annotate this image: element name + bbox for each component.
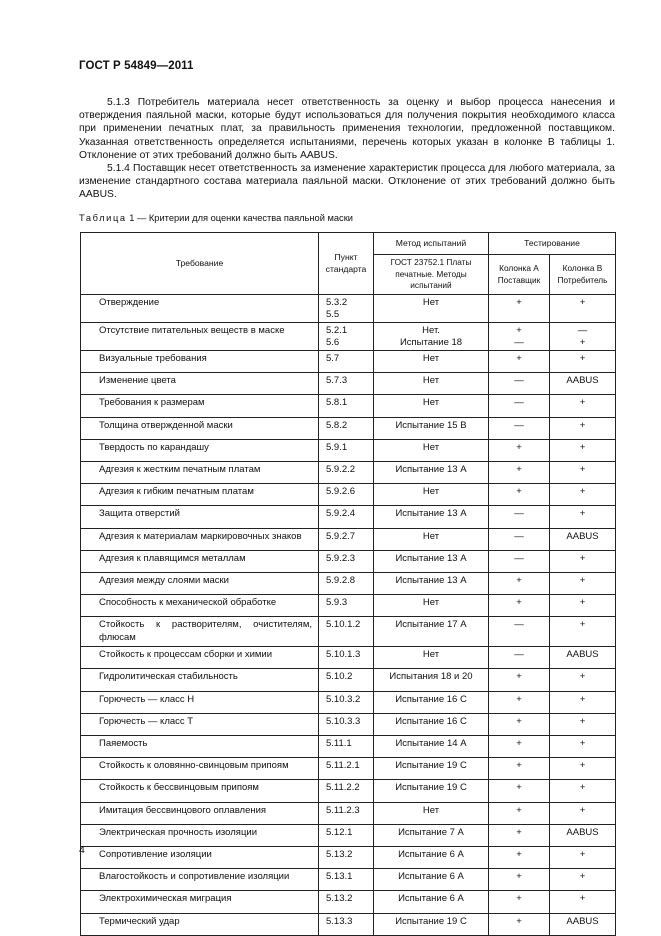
requirement-cell: Электрическая прочность изоляции xyxy=(81,824,319,846)
header-method-sub: ГОСТ 23752.1 Платы печатные. Методы испытаний xyxy=(374,255,489,295)
consumer-cell: — + xyxy=(550,323,616,351)
table-row xyxy=(81,439,616,461)
supplier-cell: + xyxy=(489,572,550,594)
clause-cell: 5.13.2 xyxy=(319,846,374,868)
clause-cell: 5.10.2 xyxy=(319,669,374,691)
supplier-cell: — xyxy=(489,617,550,647)
consumer-cell: + xyxy=(550,351,616,373)
clause-cell: 5.9.1 xyxy=(319,439,374,461)
consumer-cell: + xyxy=(550,669,616,691)
consumer-cell: + xyxy=(550,869,616,891)
supplier-cell: + xyxy=(489,439,550,461)
clause-cell: 5.13.2 xyxy=(319,891,374,913)
requirement-cell: Горючесть — класс Т xyxy=(81,713,319,735)
supplier-cell: + xyxy=(489,595,550,617)
consumer-cell: + xyxy=(550,572,616,594)
clause-cell: 5.10.3.2 xyxy=(319,691,374,713)
table-row xyxy=(81,484,616,506)
table-row xyxy=(81,758,616,780)
clause-cell: 5.8.2 xyxy=(319,417,374,439)
requirement-cell: Требования к размерам xyxy=(81,395,319,417)
consumer-cell: + xyxy=(550,461,616,483)
requirement-cell: Электрохимическая миграция xyxy=(81,891,319,913)
supplier-cell: + xyxy=(489,351,550,373)
consumer-cell: AABUS xyxy=(550,824,616,846)
method-cell: Нет. Испытание 18 xyxy=(374,323,489,351)
supplier-cell: + xyxy=(489,484,550,506)
consumer-cell: + xyxy=(550,295,616,323)
supplier-cell: — xyxy=(489,528,550,550)
method-cell: Испытание 6 А xyxy=(374,891,489,913)
consumer-cell: + xyxy=(550,617,616,647)
table-row xyxy=(81,323,616,351)
requirement-cell: Горючесть — класс Н xyxy=(81,691,319,713)
table-row xyxy=(81,417,616,439)
requirement-cell: Термический удар xyxy=(81,913,319,935)
header-requirement: Требование xyxy=(81,233,319,295)
consumer-cell: + xyxy=(550,550,616,572)
requirement-cell: Стойкость к бессвинцовым припоям xyxy=(81,780,319,802)
supplier-cell: — xyxy=(489,647,550,669)
clause-cell: 5.10.3.3 xyxy=(319,713,374,735)
page-number: 4 xyxy=(79,844,85,856)
table-row xyxy=(81,351,616,373)
table-row xyxy=(81,780,616,802)
supplier-cell: + xyxy=(489,891,550,913)
consumer-cell: + xyxy=(550,395,616,417)
table-row xyxy=(81,669,616,691)
table-row xyxy=(81,617,616,647)
supplier-cell: + xyxy=(489,758,550,780)
table-row xyxy=(81,736,616,758)
table-caption xyxy=(79,213,353,223)
clause-cell: 5.11.2.1 xyxy=(319,758,374,780)
supplier-cell: + xyxy=(489,669,550,691)
method-cell: Испытание 13 А xyxy=(374,506,489,528)
table-row xyxy=(81,572,616,594)
method-cell: Нет xyxy=(374,295,489,323)
clause-cell: 5.13.3 xyxy=(319,913,374,935)
method-cell: Испытание 17 А xyxy=(374,617,489,647)
clause-cell: 5.8.1 xyxy=(319,395,374,417)
paragraph-5-1-4: 5.1.4 Поставщик несет ответственность за изменение характеристик процесса для любого материала, за изменение стандартного состава материала паяльной маски. Отклонение от этих требований должно быть AABUS. xyxy=(79,163,615,201)
consumer-cell: + xyxy=(550,484,616,506)
table-row xyxy=(81,373,616,395)
supplier-cell: — xyxy=(489,506,550,528)
table-row xyxy=(81,691,616,713)
requirement-cell: Отсутствие питательных веществ в маске xyxy=(81,323,319,351)
supplier-cell: + xyxy=(489,713,550,735)
method-cell: Испытание 6 А xyxy=(374,846,489,868)
table-row xyxy=(81,595,616,617)
consumer-cell: + xyxy=(550,780,616,802)
table-row xyxy=(81,395,616,417)
supplier-cell: + xyxy=(489,691,550,713)
clause-cell: 5.9.2.8 xyxy=(319,572,374,594)
consumer-cell: AABUS xyxy=(550,647,616,669)
supplier-cell: — xyxy=(489,550,550,572)
consumer-cell: + xyxy=(550,595,616,617)
supplier-cell: + xyxy=(489,295,550,323)
method-cell: Испытание 15 В xyxy=(374,417,489,439)
header-testing-group: Тестирование xyxy=(489,233,616,255)
consumer-cell: + xyxy=(550,846,616,868)
clause-cell: 5.7 xyxy=(319,351,374,373)
consumer-cell: + xyxy=(550,506,616,528)
clause-cell: 5.13.1 xyxy=(319,869,374,891)
table-row xyxy=(81,824,616,846)
criteria-table xyxy=(80,232,616,936)
requirement-cell: Сопротивление изоляции xyxy=(81,846,319,868)
clause-cell: 5.3.2 5.5 xyxy=(319,295,374,323)
method-cell: Нет xyxy=(374,647,489,669)
clause-cell: 5.2.1 5.6 xyxy=(319,323,374,351)
clause-cell: 5.9.2.2 xyxy=(319,461,374,483)
clause-cell: 5.11.2.3 xyxy=(319,802,374,824)
method-cell: Нет xyxy=(374,484,489,506)
requirement-cell: Стойкость к оловянно-свинцовым припоям xyxy=(81,758,319,780)
supplier-cell: — xyxy=(489,417,550,439)
supplier-cell: + xyxy=(489,824,550,846)
clause-cell: 5.9.2.3 xyxy=(319,550,374,572)
requirement-cell: Имитация бессвинцового оплавления xyxy=(81,802,319,824)
clause-cell: 5.9.3 xyxy=(319,595,374,617)
table-row xyxy=(81,461,616,483)
requirement-cell: Адгезия к гибким печатным платам xyxy=(81,484,319,506)
table-row xyxy=(81,647,616,669)
method-cell: Испытание 16 С xyxy=(374,713,489,735)
table-row xyxy=(81,869,616,891)
method-cell: Испытания 18 и 20 xyxy=(374,669,489,691)
method-cell: Нет xyxy=(374,528,489,550)
table-row xyxy=(81,506,616,528)
method-cell: Нет xyxy=(374,595,489,617)
requirement-cell: Стойкость к процессам сборки и химии xyxy=(81,647,319,669)
table-caption-label: Таблица xyxy=(79,213,127,223)
table-caption-number: 1 xyxy=(129,213,135,223)
requirement-cell: Адгезия к материалам маркировочных знаков xyxy=(81,528,319,550)
header-col-b: Колонка В Потребитель xyxy=(550,255,616,295)
requirement-cell: Влагостойкость и сопротивление изоляции xyxy=(81,869,319,891)
table-row xyxy=(81,528,616,550)
method-cell: Испытание 7 А xyxy=(374,824,489,846)
paragraph-5-1-3: 5.1.3 Потребитель материала несет ответственность за оценку и выбор процесса нанесения и отверждения паяльной маски, которые будут использоваться для получения покрытия необходимого класса при применении печатных плат, за правильность применения технологии, предложенной поставщиком. Указанная ответственность определяется испытаниями, перечень которых указан в колонке В таблицы 1. Отклонение от этих требований должно быть AABUS. xyxy=(79,97,615,161)
table-row xyxy=(81,295,616,323)
requirement-cell: Способность к механической обработке xyxy=(81,595,319,617)
requirement-cell: Твердость по карандашу xyxy=(81,439,319,461)
method-cell: Испытание 13 А xyxy=(374,550,489,572)
header-method-group: Метод испытаний xyxy=(374,233,489,255)
method-cell: Испытание 13 А xyxy=(374,461,489,483)
method-cell: Испытание 16 С xyxy=(374,691,489,713)
consumer-cell: + xyxy=(550,758,616,780)
clause-cell: 5.11.2.2 xyxy=(319,780,374,802)
table-row xyxy=(81,913,616,935)
table-row xyxy=(81,891,616,913)
document-header: ГОСТ Р 54849—2011 xyxy=(79,60,194,72)
method-cell: Нет xyxy=(374,351,489,373)
supplier-cell: + xyxy=(489,802,550,824)
supplier-cell: + — xyxy=(489,323,550,351)
consumer-cell: + xyxy=(550,417,616,439)
table-caption-text: — Критерии для оценки качества паяльной маски xyxy=(137,213,353,223)
clause-cell: 5.10.1.2 xyxy=(319,617,374,647)
requirement-cell: Визуальные требования xyxy=(81,351,319,373)
supplier-cell: + xyxy=(489,461,550,483)
consumer-cell: AABUS xyxy=(550,373,616,395)
method-cell: Нет xyxy=(374,802,489,824)
method-cell: Нет xyxy=(374,373,489,395)
table-row xyxy=(81,846,616,868)
method-cell: Испытание 19 С xyxy=(374,758,489,780)
method-cell: Нет xyxy=(374,439,489,461)
requirement-cell: Адгезия к плавящимся металлам xyxy=(81,550,319,572)
method-cell: Испытание 13 А xyxy=(374,572,489,594)
supplier-cell: — xyxy=(489,395,550,417)
supplier-cell: + xyxy=(489,780,550,802)
clause-cell: 5.9.2.4 xyxy=(319,506,374,528)
table-row xyxy=(81,550,616,572)
method-cell: Нет xyxy=(374,395,489,417)
requirement-cell: Изменение цвета xyxy=(81,373,319,395)
consumer-cell: + xyxy=(550,891,616,913)
supplier-cell: + xyxy=(489,736,550,758)
requirement-cell: Гидролитическая стабильность xyxy=(81,669,319,691)
supplier-cell: + xyxy=(489,846,550,868)
consumer-cell: + xyxy=(550,736,616,758)
supplier-cell: — xyxy=(489,373,550,395)
body-text xyxy=(79,96,615,202)
table-body xyxy=(81,295,616,936)
method-cell: Испытание 19 С xyxy=(374,913,489,935)
requirement-cell: Отверждение xyxy=(81,295,319,323)
method-cell: Испытание 14 А xyxy=(374,736,489,758)
clause-cell: 5.10.1.3 xyxy=(319,647,374,669)
consumer-cell: + xyxy=(550,691,616,713)
clause-cell: 5.12.1 xyxy=(319,824,374,846)
method-cell: Испытание 19 С xyxy=(374,780,489,802)
table-row xyxy=(81,713,616,735)
header-col-a: Колонка А Поставщик xyxy=(489,255,550,295)
consumer-cell: + xyxy=(550,439,616,461)
method-cell: Испытание 6 А xyxy=(374,869,489,891)
supplier-cell: + xyxy=(489,913,550,935)
consumer-cell: AABUS xyxy=(550,528,616,550)
supplier-cell: + xyxy=(489,869,550,891)
header-clause: Пункт стандарта xyxy=(319,233,374,295)
consumer-cell: AABUS xyxy=(550,913,616,935)
requirement-cell: Паяемость xyxy=(81,736,319,758)
consumer-cell: + xyxy=(550,713,616,735)
clause-cell: 5.7.3 xyxy=(319,373,374,395)
requirement-cell: Толщина отвержденной маски xyxy=(81,417,319,439)
table-row xyxy=(81,802,616,824)
clause-cell: 5.9.2.7 xyxy=(319,528,374,550)
requirement-cell: Стойкость к растворителям, очистителям, флюсам xyxy=(81,617,319,647)
clause-cell: 5.11.1 xyxy=(319,736,374,758)
requirement-cell: Адгезия между слоями маски xyxy=(81,572,319,594)
clause-cell: 5.9.2.6 xyxy=(319,484,374,506)
requirement-cell: Адгезия к жестким печатным платам xyxy=(81,461,319,483)
requirement-cell: Защита отверстий xyxy=(81,506,319,528)
consumer-cell: + xyxy=(550,802,616,824)
